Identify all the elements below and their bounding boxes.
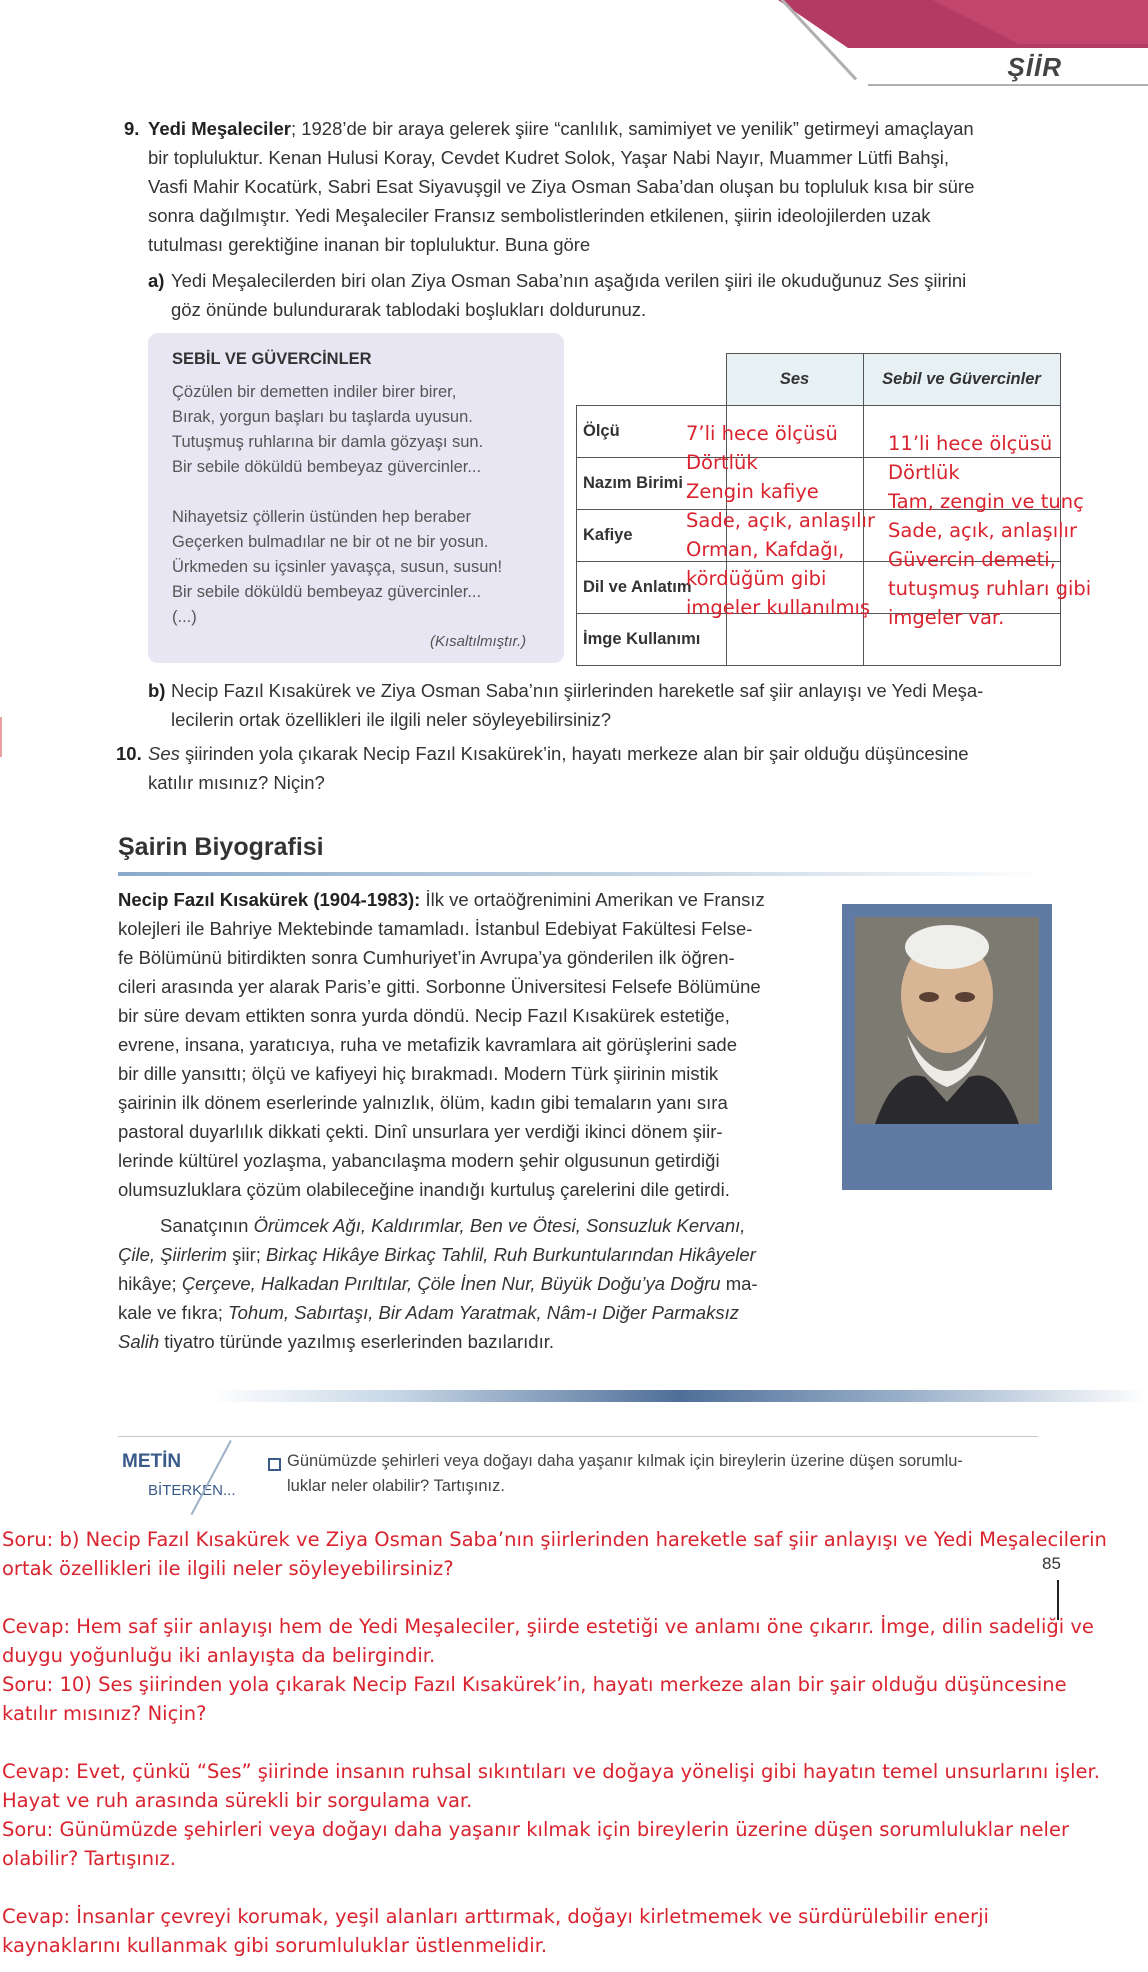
bio-line: lerinde kültürel yozlaşma, yabancılaşma modern şehir olgusunun getirdiği (118, 1150, 720, 1171)
q9-line-2: bir topluluktur. Kenan Hulusi Koray, Cevdet Kudret Solok, Yaşar Nabi Nayır, Muammer Lütfi Bahşi, (148, 147, 950, 168)
q9-line-5: tutulması gerektiğine inanan bir topluluktur. Buna göre (148, 234, 591, 255)
metin-sublabel: BİTERKEN... (148, 1482, 236, 1499)
section-header-title: ŞİİR (1007, 52, 1062, 82)
metin-label: METİN (122, 1451, 182, 1472)
q10-line-1: Ses şiirinden yola çıkarak Necip Fazıl Kısakürek’in, hayatı merkeze alan bir şair olduğu düşüncesine (148, 743, 969, 764)
table-row-label: Ölçü (577, 405, 727, 457)
q9-line-1: Yedi Meşaleciler; 1928’de bir araya gelerek şiire “canlılık, samimiyet ve yenilik” getirmeyi amaçlayan (148, 118, 974, 139)
bullet-square-icon (268, 1458, 281, 1471)
poem-line: Bir sebile döküldü bembeyaz güvercinler... (172, 583, 482, 601)
q10-line-2: katılır mısınız? Niçin? (148, 772, 325, 793)
answer-line: Hayat ve ruh arasında sürekli bir sorgulama var. (2, 1789, 473, 1812)
poem-line: Bırak, yorgun başları bu taşlarda uyusun. (172, 408, 473, 426)
bio-line: olumsuzluklara çözüm olabileceğine inandığı kurtuluş çarelerini dile getirdi. (118, 1179, 730, 1200)
works-line-5: Salih tiyatro türünde yazılmış eserlerinden bazılarıdır. (118, 1331, 554, 1352)
poem-line: Tutuşmuş ruhlarına bir damla gözyaşı sun. (172, 433, 484, 451)
q9-line-3: Vasfi Mahir Kocatürk, Sabri Esat Siyavuşgil ve Ziya Osman Saba’dan oluşan bu topluluk kısa bir süre (148, 176, 975, 197)
table-row-label: Dil ve Anlatım (577, 561, 727, 613)
bio-line: evrene, insana, yaratıcıya, ruha ve metafizik kavramlara ait görüşlerini sade (118, 1034, 738, 1055)
table-header-ses: Ses (726, 354, 863, 406)
q9a-line-1: Yedi Meşalecilerden biri olan Ziya Osman Saba’nın aşağıda verilen şiiri ile okuduğunuz Ses şiirini (171, 270, 967, 291)
answer-line: Cevap: Hem saf şiir anlayışı hem de Yedi Meşaleciler, şiirde estetiği ve anlamı öne çıkarır. İmge, dilin sadeliği ve (2, 1615, 1094, 1638)
metin-question: Günümüzde şehirleri veya doğayı daha yaşanır kılmak için bireylerin üzerine düşen sorumlu- luklar neler olabilir? Tartışınız. (287, 1452, 963, 1495)
bio-line: pastoral duyarlılık dikkati çekti. Dinî unsurlara yer verdiği ikinci dönem şiir- (118, 1121, 723, 1142)
answer-line: Cevap: Evet, çünkü “Ses” şiirinde insanın ruhsal sıkıntıları ve doğaya yönelişi gibi hayatın temel unsurlarını işler. (2, 1760, 1100, 1783)
poem-line: Bir sebile döküldü bembeyaz güvercinler... (172, 458, 482, 476)
margin-mark (0, 717, 2, 757)
biography-title: Şairin Biyografisi (118, 833, 324, 861)
answer-line: ortak özellikleri ile ilgili neler söyleyebilirsiniz? (2, 1557, 454, 1580)
bio-line: kolejleri ile Bahriye Mektebinde tamamladı. İstanbul Edebiyat Fakültesi Felse- (118, 918, 753, 939)
poem-line: (...) (172, 608, 197, 626)
q9b-line-2: lecilerin ortak özellikleri ile ilgili neler söyleyebilirsiniz? (171, 709, 612, 730)
q9a-line-2: göz önünde bulundurarak tablodaki boşlukları doldurunuz. (171, 299, 647, 320)
metin-slash (191, 1440, 232, 1515)
table-header-sebil: Sebil ve Güvercinler (863, 354, 1060, 406)
table-row-label: İmge Kullanımı (577, 613, 727, 665)
q9b-label: b) (148, 680, 166, 701)
poem-line: Geçerken bulmadılar ne bir ot ne bir yosun. (172, 533, 489, 551)
q9-line-4: sonra dağılmıştır. Yedi Meşaleciler Fransız sembolistlerinden etkilenen, şiirin ideolojilerden uzak (148, 205, 931, 226)
table-corner (577, 354, 727, 406)
q9-term: Yedi Meşaleciler (148, 118, 291, 139)
works-line-3: hikâye; Çerçeve, Halkadan Pırıltılar, Çöle İnen Nur, Büyük Doğu’ya Doğru ma- (118, 1273, 758, 1294)
table-row-label: Kafiye (577, 509, 727, 561)
answer-line: Soru: b) Necip Fazıl Kısakürek ve Ziya Osman Saba’nın şiirlerinden hareketle saf şiir anlayışı ve Yedi Meşalecilerin (2, 1528, 1107, 1551)
answer-line: Soru: Günümüzde şehirleri veya doğayı daha yaşanır kılmak için bireylerin üzerine düşen sorumluluklar neler (2, 1818, 1069, 1841)
bio-line-1: Necip Fazıl Kısakürek (1904-1983): İlk ve ortaöğrenimini Amerikan ve Fransız (118, 889, 765, 910)
poem-line: Çözülen bir demetten indiler birer birer, (172, 383, 457, 401)
bio-line: fe Bölümünü bitirdikten sonra Cumhuriyet’in Avrupa’ya gönderilen ilk öğren- (118, 947, 735, 968)
poem-line: Nihayetsiz çöllerin üstünden hep beraber (172, 508, 472, 526)
answer-line: kaynaklarını kullanmak gibi sorumluluklar üstlenmelidir. (2, 1934, 548, 1957)
q9a-label: a) (148, 270, 165, 291)
works-line-1: Sanatçının Örümcek Ağı, Kaldırımlar, Ben ve Ötesi, Sonsuzluk Kervanı, (160, 1215, 746, 1236)
works-line-2: Çile, Şiirlerim şiir; Birkaç Hikâye Birkaç Tahlil, Ruh Burkuntularından Hikâyeler (118, 1244, 756, 1265)
table-row-label: Nazım Birimi (577, 457, 727, 509)
answers-block (2, 1525, 1107, 1960)
bio-line: şairinin ilk dönem eserlerinde yalnızlık, ölüm, kadın gibi temaların yanı sıra (118, 1092, 728, 1113)
answer-line: olabilir? Tartışınız. (2, 1847, 176, 1870)
biography-underline (118, 872, 1048, 876)
q9-number: 9. (124, 118, 140, 139)
bio-line: cileri arasında yer alarak Paris’e gitti. Sorbonne Üniversitesi Felsefe Bölümüne (118, 976, 761, 997)
portrait-image (855, 917, 1039, 1124)
section-divider-line (210, 1390, 1148, 1402)
bio-line: bir süre devam ettikten sonra yurda döndü. Necip Fazıl Kısakürek estetiğe, (118, 1005, 730, 1026)
answer-line: katılır mısınız? Niçin? (2, 1702, 207, 1725)
header-divider-line (868, 84, 1148, 86)
q9b-line-1: Necip Fazıl Kısakürek ve Ziya Osman Saba’nın şiirlerinden hareketle saf şiir anlayışı ve Yedi Meşa- (171, 680, 984, 701)
portrait-illustration (855, 917, 1039, 1124)
poem-title: SEBİL VE GÜVERCİNLER (172, 350, 372, 368)
handwriting-sebil-column: 11’li hece ölçüsü Dörtlük Tam, zengin ve tunç Sade, açık, anlaşılır Güvercin demeti, tutuşmuş ruhları gibi imgeler var. (888, 432, 1092, 629)
metin-top-line (118, 1436, 1038, 1437)
page-number: 85 (1042, 1554, 1061, 1573)
answer-line: duygu yoğunluğu iki anlayışta da belirgindir. (2, 1644, 436, 1667)
answer-line: Cevap: İnsanlar çevreyi korumak, yeşil alanları arttırmak, doğayı kirletmemek ve sürdürülebilir enerji (2, 1905, 989, 1928)
handwriting-ses-column: 7’li hece ölçüsü Dörtlük Zengin kafiye Sade, açık, anlaşılır Orman, Kafdağı, kördüğüm gibi imgeler kullanılmış (686, 422, 875, 619)
bio-line: bir dille yansıttı; ölçü ve kafiyeyi hiç bırakmadı. Modern Türk şiirinin mistik (118, 1063, 719, 1084)
answer-line: Soru: 10) Ses şiirinden yola çıkarak Necip Fazıl Kısakürek’in, hayatı merkeze alan bir şair olduğu düşüncesine (2, 1673, 1067, 1696)
poem-line: Ürkmeden su içsinler yavaşça, susun, susun! (172, 558, 503, 576)
q10-number: 10. (116, 743, 142, 764)
works-line-4: kale ve fıkra; Tohum, Sabırtaşı, Bir Adam Yaratmak, Nâm-ı Diğer Parmaksız (118, 1302, 739, 1323)
poem-note: (Kısaltılmıştır.) (430, 633, 527, 650)
